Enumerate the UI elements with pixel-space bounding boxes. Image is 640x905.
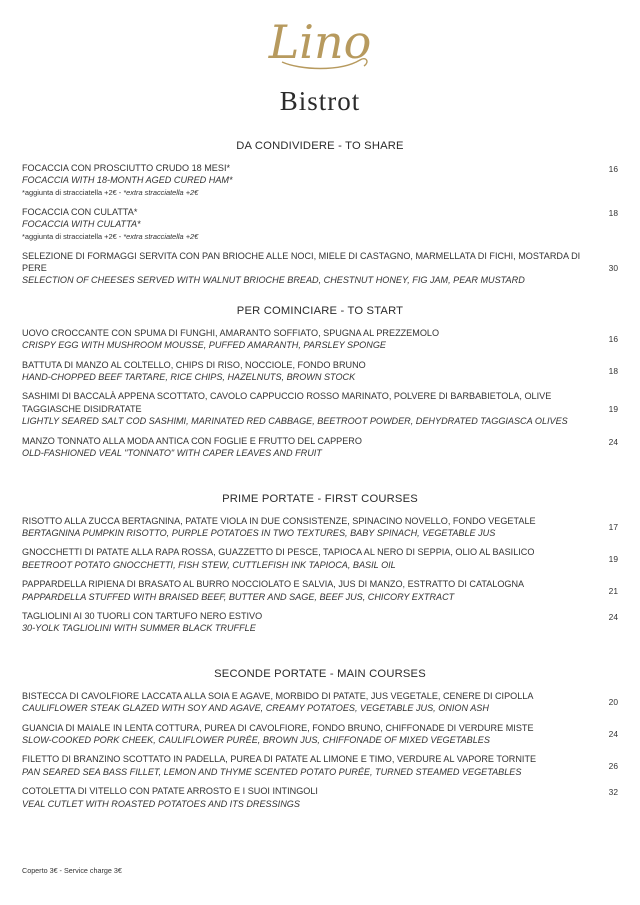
item-name-en: OLD-FASHIONED VEAL "TONNATO" WITH CAPER LEAVES AND FRUIT xyxy=(22,448,322,459)
item-name-en: PAN SEARED SEA BASS FILLET, LEMON AND THYME SCENTED POTATO PURÉE, TURNED STEAMED VEGETABLES xyxy=(22,766,522,777)
item-name-en: LIGHTLY SEARED SALT COD SASHIMI, MARINATED RED CABBAGE, BEETROOT POWDER, DEHYDRATED TAGGIASCA OLIVES xyxy=(22,416,568,427)
item-price: 32 xyxy=(608,787,618,798)
item-name-it: FILETTO DI BRANZINO SCOTTATO IN PADELLA, PUREA DI PATATE AL LIMONE E TIMO, VERDURE AL VAPORE TORNITE xyxy=(22,754,537,765)
menu-item xyxy=(22,206,618,243)
section-to-share xyxy=(22,138,618,287)
item-note: *aggiunta di stracciatella +2€ - *extra stracciatella +2€ xyxy=(22,231,199,241)
item-name-en: 30-YOLK TAGLIOLINI WITH SUMMER BLACK TRUFFLE xyxy=(22,623,256,634)
section-title: PRIME PORTATE - FIRST COURSES xyxy=(222,492,418,505)
menu-item xyxy=(22,162,618,199)
item-price: 30 xyxy=(608,263,618,274)
item-name-it: FOCACCIA CON PROSCIUTTO CRUDO 18 MESI* xyxy=(22,163,231,173)
item-name-en: BERTAGNINA PUMPKIN RISOTTO, PURPLE POTATOES IN TWO TEXTURES, BABY SPINACH, VEGETABLE JUS xyxy=(22,527,496,538)
item-name-en: CRISPY EGG WITH MUSHROOM MOUSSE, PUFFED AMARANTH, PARSLEY SPONGE xyxy=(22,340,386,351)
item-name-en: CAULIFLOWER STEAK GLAZED WITH SOY AND AGAVE, CREAMY POTATOES, VEGETABLE JUS, ONION ASH xyxy=(22,703,489,714)
menu-item xyxy=(22,435,618,460)
item-name-en: PAPPARDELLA STUFFED WITH BRAISED BEEF, BUTTER AND SAGE, BEEF JUS, CHICORY EXTRACT xyxy=(22,591,455,602)
item-price: 19 xyxy=(608,553,618,564)
item-price: 18 xyxy=(608,366,618,377)
item-name-it: PAPPARDELLA RIPIENA DI BRASATO AL BURRO NOCCIOLATO E SALVIA, JUS DI MANZO, ESTRATTO DI CATALOGNA xyxy=(22,579,525,590)
menu-item xyxy=(22,390,618,427)
item-price: 20 xyxy=(608,697,618,708)
menu-item xyxy=(22,753,618,778)
item-name-en: BEETROOT POTATO GNOCCHETTI, FISH STEW, CUTTLEFISH INK TAPIOCA, BASIL OIL xyxy=(22,559,396,570)
item-price: 17 xyxy=(608,521,618,532)
item-name-it: BATTUTA DI MANZO AL COLTELLO, CHIPS DI RISO, NOCCIOLE, FONDO BRUNO xyxy=(22,359,366,370)
item-name-en: FOCACCIA WITH CULATTA* xyxy=(22,219,141,230)
item-price: 24 xyxy=(608,436,618,447)
menu-item xyxy=(22,359,618,384)
item-price: 24 xyxy=(608,728,618,739)
bistrot-logo xyxy=(0,10,640,120)
item-name-it: GUANCIA DI MAIALE IN LENTA COTTURA, PUREA DI CAVOLFIORE, FONDO BRUNO, CHIFFONADE DI VERDURE MISTE xyxy=(22,722,534,733)
item-price: 21 xyxy=(608,585,618,596)
menu-item xyxy=(22,515,618,540)
item-price: 18 xyxy=(608,207,618,218)
menu-item xyxy=(22,327,618,352)
menu-content xyxy=(22,138,618,817)
item-name-en: SELECTION OF CHEESES SERVED WITH WALNUT BRIOCHE BREAD, CHESTNUT HONEY, FIG JAM, PEAR MUSTARD xyxy=(22,275,525,286)
item-price: 24 xyxy=(608,611,618,622)
section-to-start xyxy=(22,303,618,460)
item-price: 19 xyxy=(608,404,618,415)
menu-item xyxy=(22,578,618,603)
section-title: SECONDE PORTATE - MAIN COURSES xyxy=(214,667,426,680)
item-name-en: SLOW-COOKED PORK CHEEK, CAULIFLOWER PURÉE, BROWN JUS, CHIFFONADE OF MIXED VEGETABLES xyxy=(22,734,490,745)
item-name-it: BISTECCA DI CAVOLFIORE LACCATA ALLA SOIA E AGAVE, MORBIDO DI PATATE, JUS VEGETALE, CENERE DI CIPOLLA xyxy=(22,690,534,701)
menu-item xyxy=(22,785,618,810)
item-name-en: FOCACCIA WITH 18-MONTH AGED CURED HAM* xyxy=(22,175,233,186)
item-price: 26 xyxy=(608,760,618,771)
item-name-it: SASHIMI DI BACCALÀ APPENA SCOTTATO, CAVOLO CAPPUCCIO ROSSO MARINATO, POLVERE DI BARBABIETOLA, OLIVE TAGGIASCHE DISIDRATATE xyxy=(22,391,552,414)
item-name-en: VEAL CUTLET WITH ROASTED POTATOES AND ITS DRESSINGS xyxy=(22,798,300,809)
menu-item xyxy=(22,610,618,635)
section-title: DA CONDIVIDERE - TO SHARE xyxy=(236,140,404,152)
menu-item xyxy=(22,546,618,571)
section-title: PER COMINCIARE - TO START xyxy=(236,304,404,317)
item-name-it: UOVO CROCCANTE CON SPUMA DI FUNGHI, AMARANTO SOFFIATO, SPUGNA AL PREZZEMOLO xyxy=(22,327,440,338)
item-name-it: SELEZIONE DI FORMAGGI SERVITA CON PAN BRIOCHE ALLE NOCI, MIELE DI CASTAGNO, MARMELLATA DI FICHI, MOSTARDA DI PERE xyxy=(22,250,581,274)
item-name-it: COTOLETTA DI VITELLO CON PATATE ARROSTO E I SUOI INTINGOLI xyxy=(22,786,318,797)
logo-script-name: Lino xyxy=(268,15,372,69)
item-name-it: TAGLIOLINI AI 30 TUORLI CON TARTUFO NERO ESTIVO xyxy=(22,610,263,621)
item-name-it: MANZO TONNATO ALLA MODA ANTICA CON FOGLIE E FRUTTO DEL CAPPERO xyxy=(22,435,362,446)
menu-item xyxy=(22,690,618,715)
cover-charge-note: Coperto 3€ - Service charge 3€ xyxy=(22,866,122,875)
item-price: 16 xyxy=(608,334,618,345)
item-name-it: FOCACCIA CON CULATTA* xyxy=(22,206,138,217)
item-name-en: HAND-CHOPPED BEEF TARTARE, RICE CHIPS, HAZELNUTS, BROWN STOCK xyxy=(22,372,356,383)
item-name-it: RISOTTO ALLA ZUCCA BERTAGNINA, PATATE VIOLA IN DUE CONSISTENZE, SPINACINO NOVELLO, FONDO VEGETALE xyxy=(22,515,536,526)
section-main-courses xyxy=(22,666,618,810)
menu-item xyxy=(22,722,618,747)
menu-item xyxy=(22,250,618,287)
section-first-courses xyxy=(22,491,618,635)
item-name-it: GNOCCHETTI DI PATATE ALLA RAPA ROSSA, GUAZZETTO DI PESCE, TAPIOCA AL NERO DI SEPPIA, OLIO AL BASILICO xyxy=(22,547,535,558)
logo-name: Bistrot xyxy=(279,86,361,116)
item-note: *aggiunta di stracciatella +2€ - *extra stracciatella +2€ xyxy=(22,187,199,197)
item-price: 16 xyxy=(608,164,618,174)
